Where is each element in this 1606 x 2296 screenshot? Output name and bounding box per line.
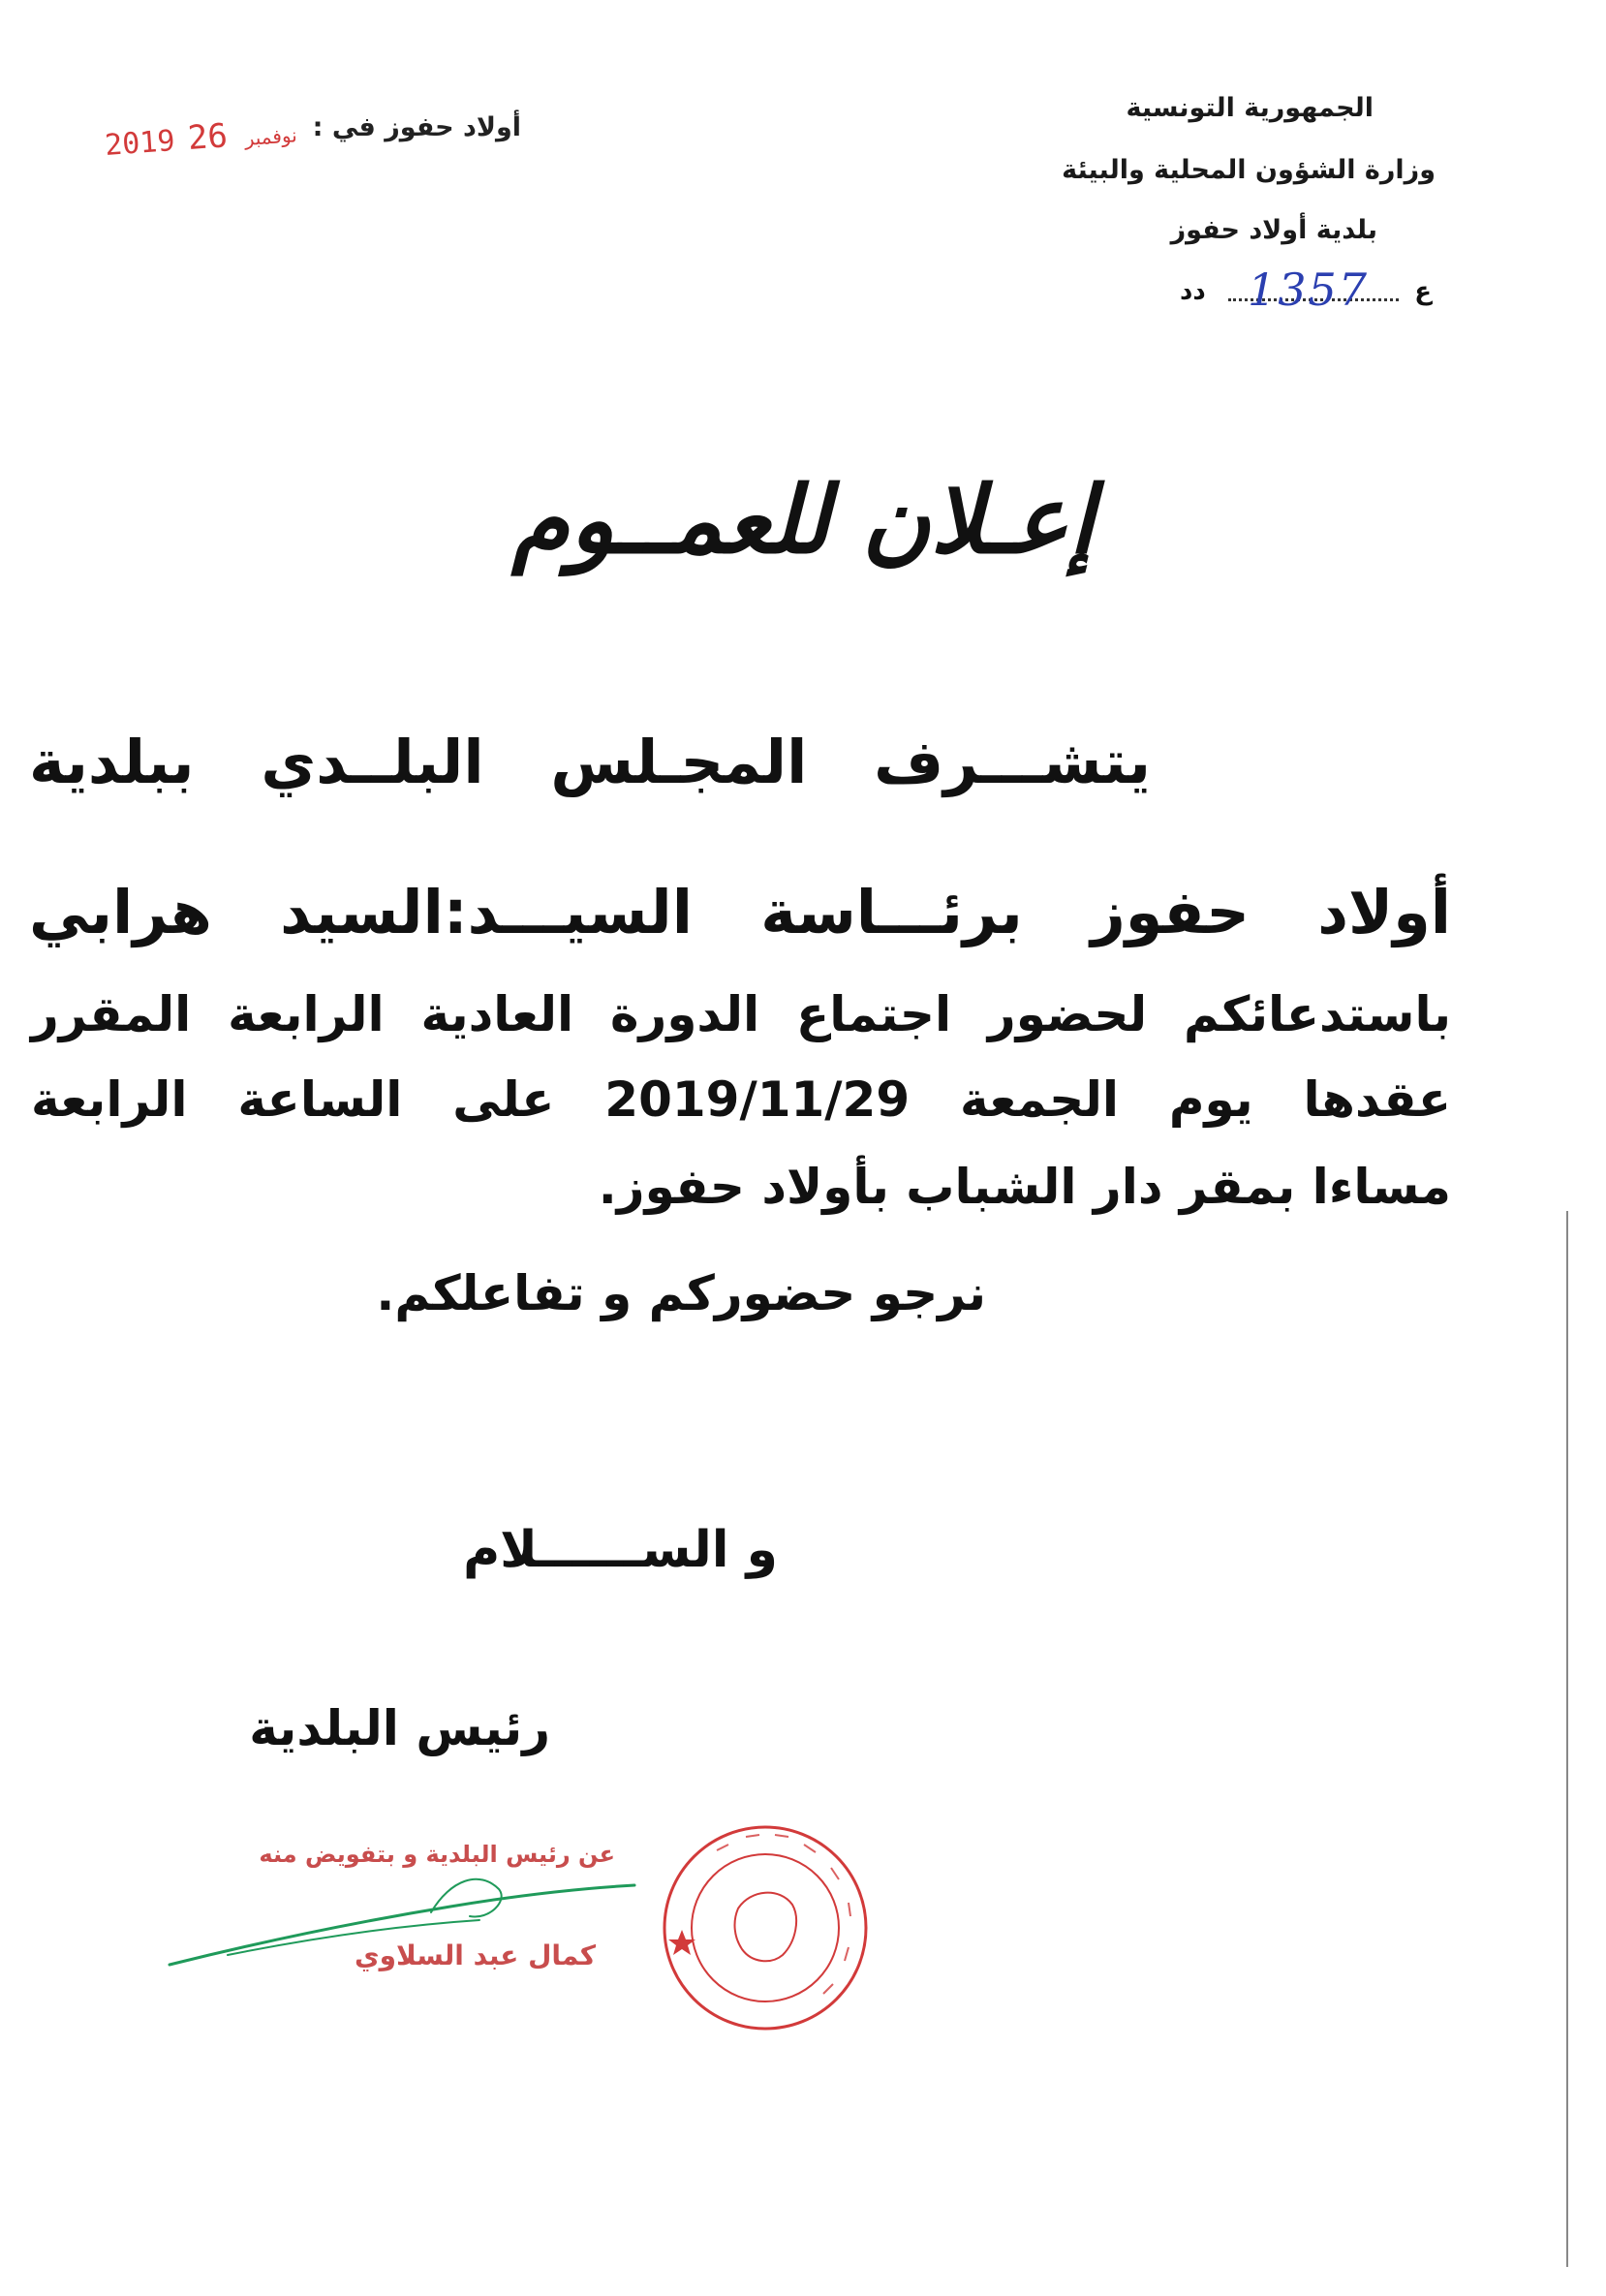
signature-name-text: كمال عبد السلاوي: [354, 1939, 596, 1971]
body-line-3: باستدعائكم لحضور اجتماع الدورة العادية الرابعة المقرر: [31, 986, 1451, 1042]
handwritten-signature: [160, 1831, 664, 1986]
date-stamp-year: 2019: [104, 124, 176, 164]
date-stamp-day: 26: [186, 116, 230, 159]
body-line-1: يتشـــرف المجـلس البلــدي ببلدية: [29, 727, 1151, 797]
scan-edge-line: [1566, 1211, 1568, 2267]
header-ministry: وزارة الشؤون المحلية والبيئة: [1062, 155, 1436, 185]
official-round-stamp: [659, 1821, 872, 2034]
date-stamp: [104, 111, 302, 164]
body-line-6: نرجو حضوركم و تفاعلكم.: [376, 1265, 986, 1321]
reference-suffix: دد: [1180, 277, 1206, 306]
dateline: [105, 107, 521, 165]
body-line-2: أولاد حفوز برئـــاسة السيـــد:السيد هرابي: [29, 877, 1451, 947]
header-municipality: بلدية أولاد حفوز: [1170, 215, 1377, 245]
header-country: الجمهورية التونسية: [1126, 93, 1374, 123]
signature-delegation-text: عن رئيس البلدية و بتفويض منه: [259, 1841, 615, 1868]
reference-handwritten-number: 1357: [1248, 264, 1370, 316]
reference-number: [1180, 264, 1432, 327]
page-title: إعـلان للعمــوم: [511, 465, 1095, 574]
closing-salutation: و الســــــلام: [463, 1521, 778, 1579]
body-line-4: عقدها يوم الجمعة 2019/11/29 على الساعة الرابعة: [31, 1071, 1451, 1128]
signatory-title: رئيس البلدية: [249, 1700, 550, 1756]
dateline-place: أولاد حفوز في :: [312, 112, 521, 142]
reference-prefix: ع: [1414, 277, 1432, 306]
body-line-5: مساءا بمقر دار الشباب بأولاد حفوز.: [598, 1159, 1451, 1215]
date-stamp-month: نوفمبر: [243, 123, 298, 150]
signature-stamp: [228, 1831, 634, 2015]
round-stamp-graphic: [659, 1821, 872, 2034]
